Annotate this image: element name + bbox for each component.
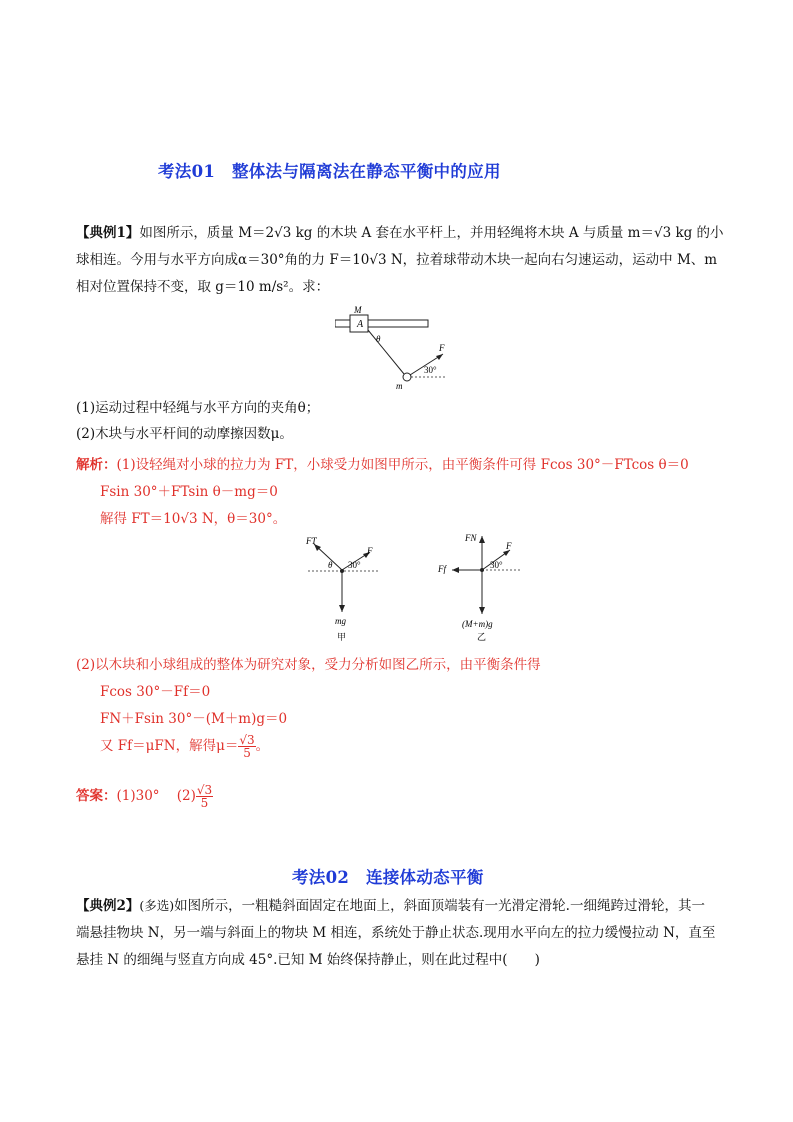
example1-line2: 球相连。今用与水平方向成α＝30°角的力 F＝10√3 N，拉着球带动木块一起向右匀速运动，运动中 M、m xyxy=(76,252,718,268)
answer-line xyxy=(76,784,213,809)
solution-line-3: 解得 FT＝10√3 N，θ＝30°。 xyxy=(100,511,287,527)
label-fn: FN xyxy=(465,533,477,543)
solution-text-7: 又 Ff＝μFN，解得μ＝ xyxy=(100,738,239,754)
answer-2: (2) xyxy=(176,788,196,804)
label-big-m: M xyxy=(354,305,362,315)
horizontal-rod xyxy=(335,320,428,327)
solution-line-5: Fcos 30°－Ff＝0 xyxy=(100,684,211,700)
solution-line-2: Fsin 30°＋FTsin θ－mg＝0 xyxy=(100,484,278,500)
answer-fraction xyxy=(196,784,213,809)
solution-line-1 xyxy=(76,453,689,473)
solution-label: 解析： xyxy=(76,457,117,473)
caption-jia: 甲 xyxy=(337,632,347,642)
ball xyxy=(403,373,411,381)
section-title-1: 考法01 整体法与隔离法在静态平衡中的应用 xyxy=(158,162,501,181)
solution-text-1: (1)设轻绳对小球的拉力为 FT，小球受力如图甲所示，由平衡条件可得 Fcos 30°－FTcos θ＝0 xyxy=(116,457,689,473)
label-a: A xyxy=(357,319,364,330)
answer-denominator: 5 xyxy=(200,796,209,810)
label-ff: Ff xyxy=(438,564,446,574)
example2-line3: 悬挂 N 的细绳与竖直方向成 45°.已知 M 始终保持静止，则在此过程中( ) xyxy=(76,952,540,968)
label-small-m: m xyxy=(396,381,403,391)
force-f-arrowhead xyxy=(436,354,443,360)
example2-line2: 端悬挂物块 N，另一端与斜面上的物块 M 相连，系统处于静止状态.现用水平向左的拉力缓慢拉动 N，直至 xyxy=(76,925,716,941)
label-theta: θ xyxy=(376,334,381,344)
figure-yi xyxy=(432,530,532,648)
label-f: F xyxy=(439,343,445,353)
mu-denominator: 5 xyxy=(243,746,251,760)
example1-line1 xyxy=(76,223,724,243)
answer-label: 答案： xyxy=(76,788,117,804)
label-angle: 30° xyxy=(424,365,437,375)
example2-multi: (多选) xyxy=(139,898,175,913)
solution-line-7 xyxy=(100,734,269,759)
label-weight: (M+m)g xyxy=(462,619,493,629)
mu-numerator: √3 xyxy=(239,733,255,747)
example1-tag: 【典例1】 xyxy=(76,225,140,241)
example2-line1 xyxy=(76,896,705,916)
rope xyxy=(368,330,404,374)
solution-line-6: FN＋Fsin 30°－(M＋m)g＝0 xyxy=(100,711,288,727)
solution-end: 。 xyxy=(255,738,270,754)
example1-text-1: 如图所示，质量 M＝2√3 kg 的木块 A 套在水平杆上，并用轻绳将木块 A 与质量 m＝√3 kg 的小 xyxy=(139,225,724,241)
example1-question-1: (1)运动过程中轻绳与水平方向的夹角θ； xyxy=(76,400,320,416)
mu-fraction xyxy=(238,734,255,759)
example1-question-2: (2)木块与水平杆间的动摩擦因数μ。 xyxy=(76,426,293,442)
figure-jia xyxy=(300,532,390,650)
label-f: F xyxy=(506,541,512,551)
label-angle: 30° xyxy=(348,560,361,570)
caption-yi: 乙 xyxy=(477,632,487,642)
force-mg-arrowhead xyxy=(339,605,345,612)
force-ff-arrowhead xyxy=(452,567,459,573)
answer-numerator: √3 xyxy=(196,783,213,797)
example1-figure xyxy=(335,303,455,395)
label-ft: FT xyxy=(306,536,317,546)
solution-line-4: (2)以木块和小球组成的整体为研究对象，受力分析如图乙所示，由平衡条件得 xyxy=(76,657,541,673)
example1-line3: 相对位置保持不变，取 g＝10 m/s²。求： xyxy=(76,279,330,295)
section-title-2: 考法02 连接体动态平衡 xyxy=(292,868,484,887)
example2-tag: 【典例2】 xyxy=(76,898,140,914)
label-theta: θ xyxy=(328,560,333,570)
force-weight-arrowhead xyxy=(479,607,485,614)
label-mg: mg xyxy=(335,616,346,626)
label-angle: 30° xyxy=(490,560,503,570)
example2-text-1: 如图所示，一粗糙斜面固定在地面上，斜面顶端装有一光滑定滑轮.一细绳跨过滑轮，其一 xyxy=(174,898,705,914)
answer-1: (1)30° xyxy=(116,788,160,804)
force-fn-arrowhead xyxy=(479,536,485,543)
label-f: F xyxy=(367,546,373,556)
